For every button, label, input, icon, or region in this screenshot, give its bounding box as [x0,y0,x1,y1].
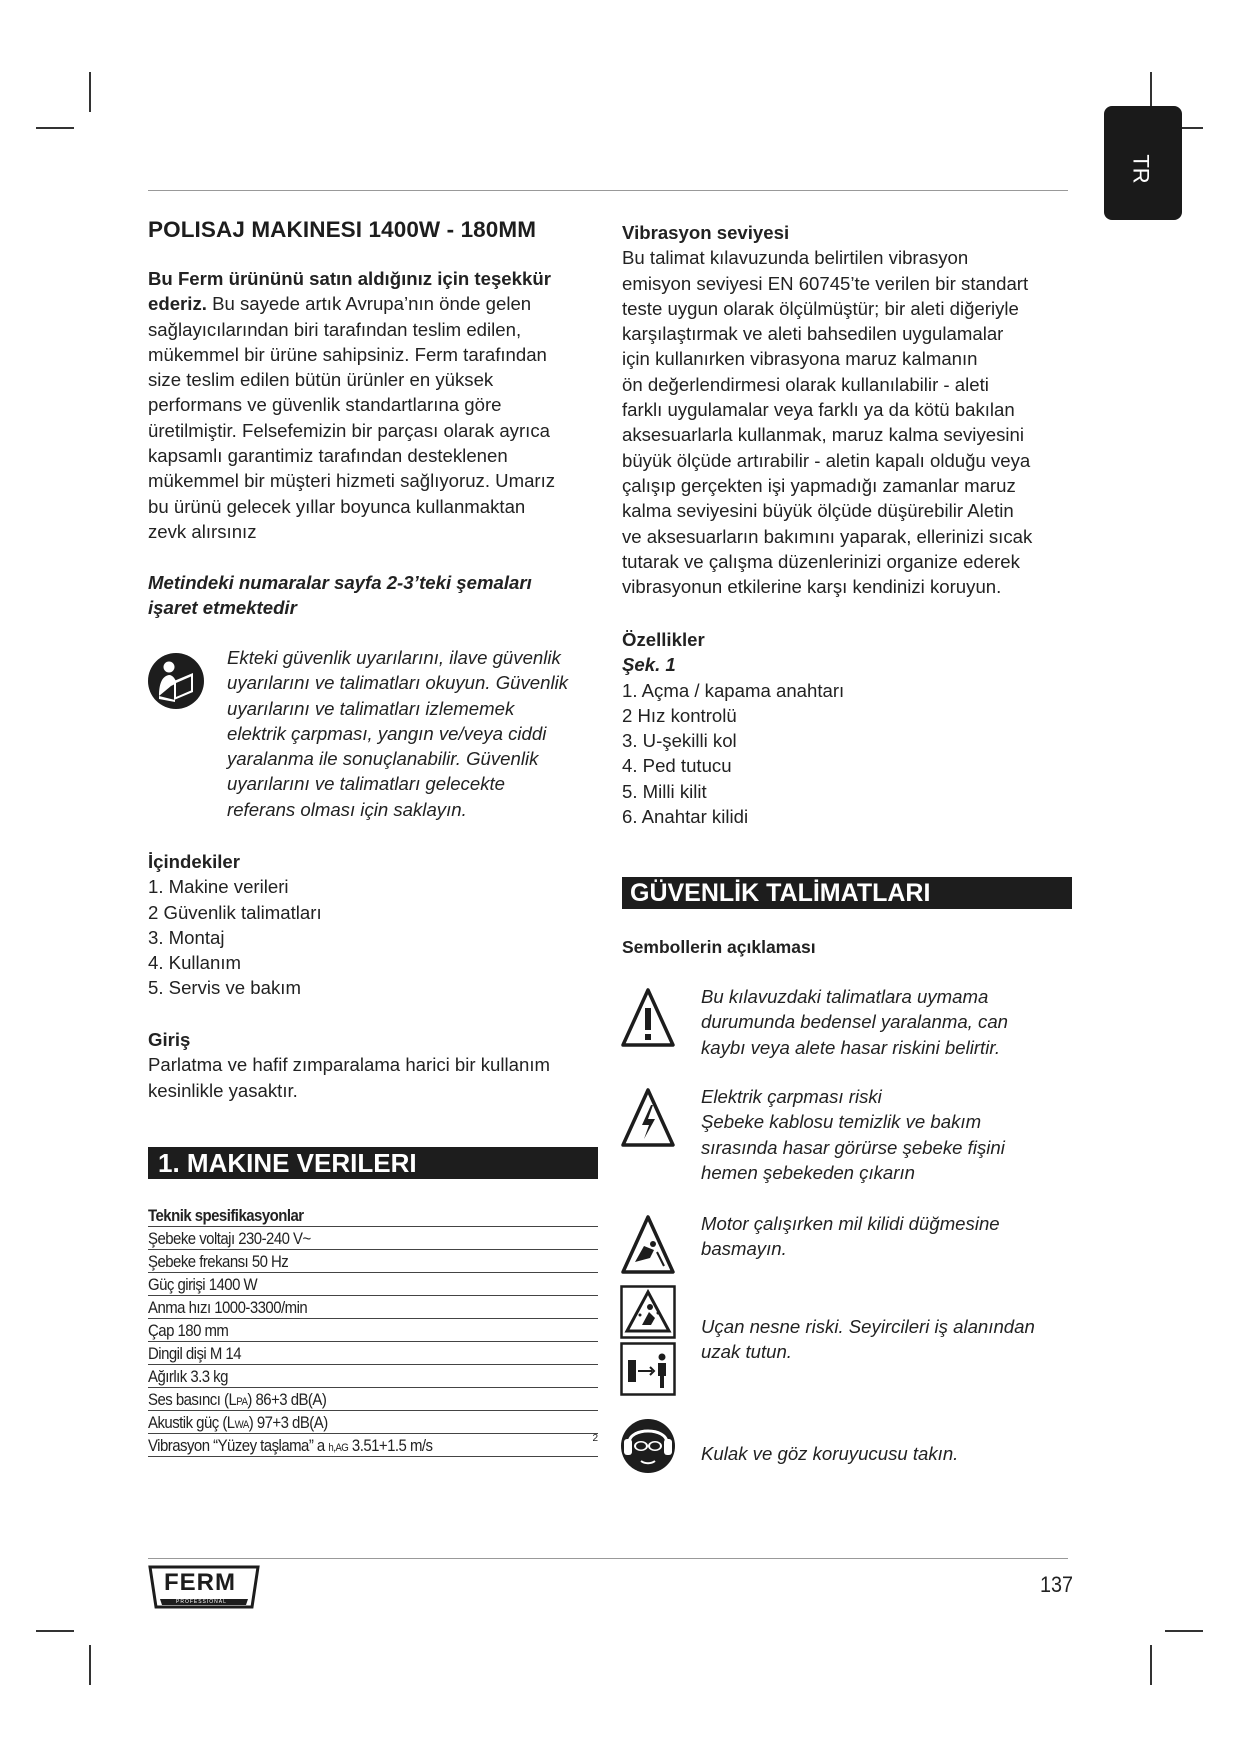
crop-mark [89,72,91,112]
introduction-line: Parlatma ve hafif zımparalama harici bir kullanım [148,1054,550,1076]
crop-mark [36,127,74,129]
spec-value: Çap 180 mm [148,1321,229,1340]
flying-debris-icon [620,1285,676,1339]
intro-line: size teslim edilen bütün ürünler en yüksek [148,369,494,391]
symbols-title: Sembollerin açıklaması [622,937,816,957]
symbol-1-line: kaybı veya alete hasar riskini belirtir. [701,1036,1000,1058]
crop-mark [1150,1645,1152,1685]
contents-item: 3. Montaj [148,926,225,948]
crop-mark [1165,1630,1203,1632]
contents-section [148,849,598,1001]
spec-value: Anma hızı 1000-3300/min [148,1298,308,1317]
symbol-4-line: uzak tutun. [701,1341,792,1363]
language-tab [1104,106,1182,220]
contents-item: 1. Makine verileri [148,876,289,898]
electric-shock-icon [620,1087,676,1149]
warning-triangle-icon [620,987,676,1049]
vibration-line: farklı uygulamalar veya farklı ya da kötü bakılan [622,399,1015,421]
feature-item: 4. Ped tutucu [622,755,732,777]
spec-value: Şebeke voltajı 230-240 V~ [148,1229,311,1248]
spec-value: Şebeke frekansı 50 Hz [148,1252,289,1271]
warning-line: yaralanma ile sonuçlanabilir. Güvenlik [227,748,539,770]
vibration-line: kalma seviyesini büyük ölçüde düşürebilir Aletin [622,500,1014,522]
feature-item: 6. Anahtar kilidi [622,806,749,828]
spec-value: Güç girişi 1400 W [148,1275,258,1294]
page-number: 137 [1040,1572,1074,1597]
symbol-3-text [701,1211,1081,1262]
intro-line: mükemmel bir ürüne sahipsiniz. Ferm tarafından [148,343,547,365]
introduction-title: Giriş [148,1029,191,1050]
intro-line: zevk alırsınız [148,520,257,542]
warning-line: elektrik çarpması, yangın ve/veya ciddi [227,722,547,744]
spec-text: Akustik güç (L [148,1413,235,1432]
language-tab-label: TR [1128,154,1154,184]
vibration-line: teste uygun olarak ölçülmüştür; bir aleti diğeriyle [622,297,1019,319]
keep-distance-icon [620,1342,676,1396]
vibration-line: çalışıp gerçekten işi yapmadığı zamanlar maruz [622,474,1016,496]
ferm-logo [148,1563,260,1611]
feature-item: 1. Açma / kapama anahtarı [622,679,845,701]
spec-value: Ağırlık 3.3 kg [148,1367,228,1386]
warning-line: uyarılarını ve talimatları gelecekte [227,773,505,795]
intro-line: Bu sayede artık Avrupa’nın önde gelen [206,293,532,315]
spec-row-vibration [148,1433,598,1457]
ear-eye-protection-icon [619,1417,677,1475]
vibration-line: tutarak ve çalışma düzenlerinizi organize ederek [622,550,1020,572]
safety-warning-text [227,645,607,822]
spec-row-acoustic-power [148,1410,598,1434]
spindle-lock-icon [620,1214,676,1276]
vibration-line: vibrasyonun etkilerine karşı kendinizi koruyun. [622,576,1002,598]
intro-paragraph [148,266,598,544]
symbol-3-line: Motor çalışırken mil kilidi düğmesine [701,1213,1000,1234]
vibration-line: ve aksesuarların bakımını yaparak, ellerinizi sıcak [622,525,1033,547]
spec-value [148,1435,433,1459]
intro-line: kapsamlı garantimiz tarafından desteklenen [148,445,508,467]
spec-text: ) 86+3 dB(A) [247,1390,327,1409]
warning-line: uyarılarını ve talimatları izlememek [227,697,515,719]
warning-line: Ekteki güvenlik uyarılarını, ilave güvenlik [227,647,561,668]
spec-text: Vibrasyon “Yüzey taşlama” a [148,1436,329,1455]
vibration-title: Vibrasyon seviyesi [622,222,790,243]
section-1-heading: 1. MAKINE VERILERI [148,1147,598,1179]
symbol-3-line: basmayın. [701,1238,787,1260]
symbol-2-line: Elektrik çarpması riski [701,1086,882,1107]
introduction-section [148,1027,598,1103]
spec-text: ) 97+3 dB(A) [248,1413,328,1432]
symbol-1-line: durumunda bedensel yaralanma, can [701,1011,1008,1033]
spec-subscript: PA [236,1396,248,1408]
spec-row [148,1226,598,1250]
spec-row [148,1318,598,1342]
read-manual-icon [147,652,205,710]
vibration-line: için kullanırken vibrasyona maruz kalmanın [622,348,978,370]
symbol-5-text: Kulak ve göz koruyucusu takın. [701,1443,959,1464]
warning-line: referans olması için saklayın. [227,798,467,820]
contents-title: İçindekiler [148,851,240,872]
intro-line: sağlayıcılarından biri tarafından teslim edilen, [148,318,522,340]
header-rule [148,190,1068,191]
section-2-heading: GÜVENLİK TALİMATLARI [622,877,1072,909]
vibration-section [622,220,1072,599]
spec-row [148,1364,598,1388]
spec-text: 3.51+1.5 m/s [348,1436,433,1455]
contents-item: 5. Servis ve bakım [148,977,301,999]
symbol-4-line: Uçan nesne riski. Seyircileri iş alanından [701,1316,1035,1337]
numbers-note-line: Metindeki numaralar sayfa 2-3’teki şemaları [148,572,532,593]
intro-bold-word: ederiz. [148,293,207,315]
numbers-note [148,570,598,621]
spec-value: Dingil dişi M 14 [148,1344,241,1363]
intro-bold-line: Bu Ferm ürününü satın aldığınız için teşekkür [148,268,551,289]
intro-line: bu ürünü gelecek yıllar boyunca kullanmaktan [148,495,526,517]
spec-title-row [148,1203,598,1227]
ferm-logo-subtext: PROFESSIONAL [176,1599,227,1605]
intro-line: üretilmiştir. Felsefemizin bir parçası olarak ayrıca [148,419,550,441]
spec-superscript: 2 [592,1433,598,1444]
contents-item: 2 Güvenlik talimatları [148,901,322,923]
spec-row [148,1272,598,1296]
features-section [622,627,1072,829]
feature-item: 3. U-şekilli kol [622,730,737,752]
feature-item: 5. Milli kilit [622,780,707,802]
numbers-note-line: işaret etmektedir [148,597,297,619]
vibration-line: ön değerlendirmesi olarak kullanılabilir - aleti [622,373,989,395]
intro-line: performans ve güvenlik standartlarına göre [148,394,502,416]
vibration-line: karşılaştırmak ve aleti bahsedilen uygulamalar [622,323,1004,345]
spec-row-sound-pressure [148,1387,598,1411]
vibration-line: büyük ölçüde artırabilir - aletin kapalı olduğu veya [622,449,1031,471]
vibration-line: emisyon seviyesi EN 60745’te verilen bir standart [622,272,1029,294]
symbol-4-text [701,1314,1081,1365]
symbol-2-text [701,1084,1081,1185]
symbol-2-line: Şebeke kablosu temizlik ve bakım [701,1111,982,1133]
features-title: Özellikler [622,629,705,650]
spec-subscript: h,AG [328,1442,349,1454]
symbol-1-line: Bu kılavuzdaki talimatlara uymama [701,986,989,1007]
crop-mark [36,1630,74,1632]
spec-row [148,1341,598,1365]
symbol-2-line: hemen şebekeden çıkarın [701,1161,915,1183]
introduction-line: kesinlikle yasaktır. [148,1079,298,1101]
vibration-line: Bu talimat kılavuzunda belirtilen vibrasyon [622,247,969,269]
intro-line: mükemmel bir müşteri hizmeti sağlıyoruz. Umarız [148,470,556,492]
figure-label: Şek. 1 [622,654,676,676]
footer-rule [148,1558,1068,1559]
feature-item: 2 Hız kontrolü [622,704,737,726]
spec-text: Ses basıncı (L [148,1390,237,1409]
symbol-2-line: sırasında hasar görürse şebeke fişini [701,1136,1005,1158]
spec-subscript: WA [234,1419,249,1431]
contents-item: 4. Kullanım [148,952,242,974]
crop-mark [89,1645,91,1685]
ferm-logo-text: FERM [164,1569,236,1596]
symbol-1-text [701,984,1081,1060]
page-title: POLISAJ MAKINESI 1400W - 180MM [148,217,537,242]
spec-row [148,1249,598,1273]
spec-row [148,1295,598,1319]
vibration-line: aksesuarlarla kullanmak, maruz kalma seviyesini [622,424,1024,446]
spec-title: Teknik spesifikasyonlar [148,1206,304,1225]
warning-line: uyarılarını ve talimatları okuyun. Güvenlik [227,672,569,694]
